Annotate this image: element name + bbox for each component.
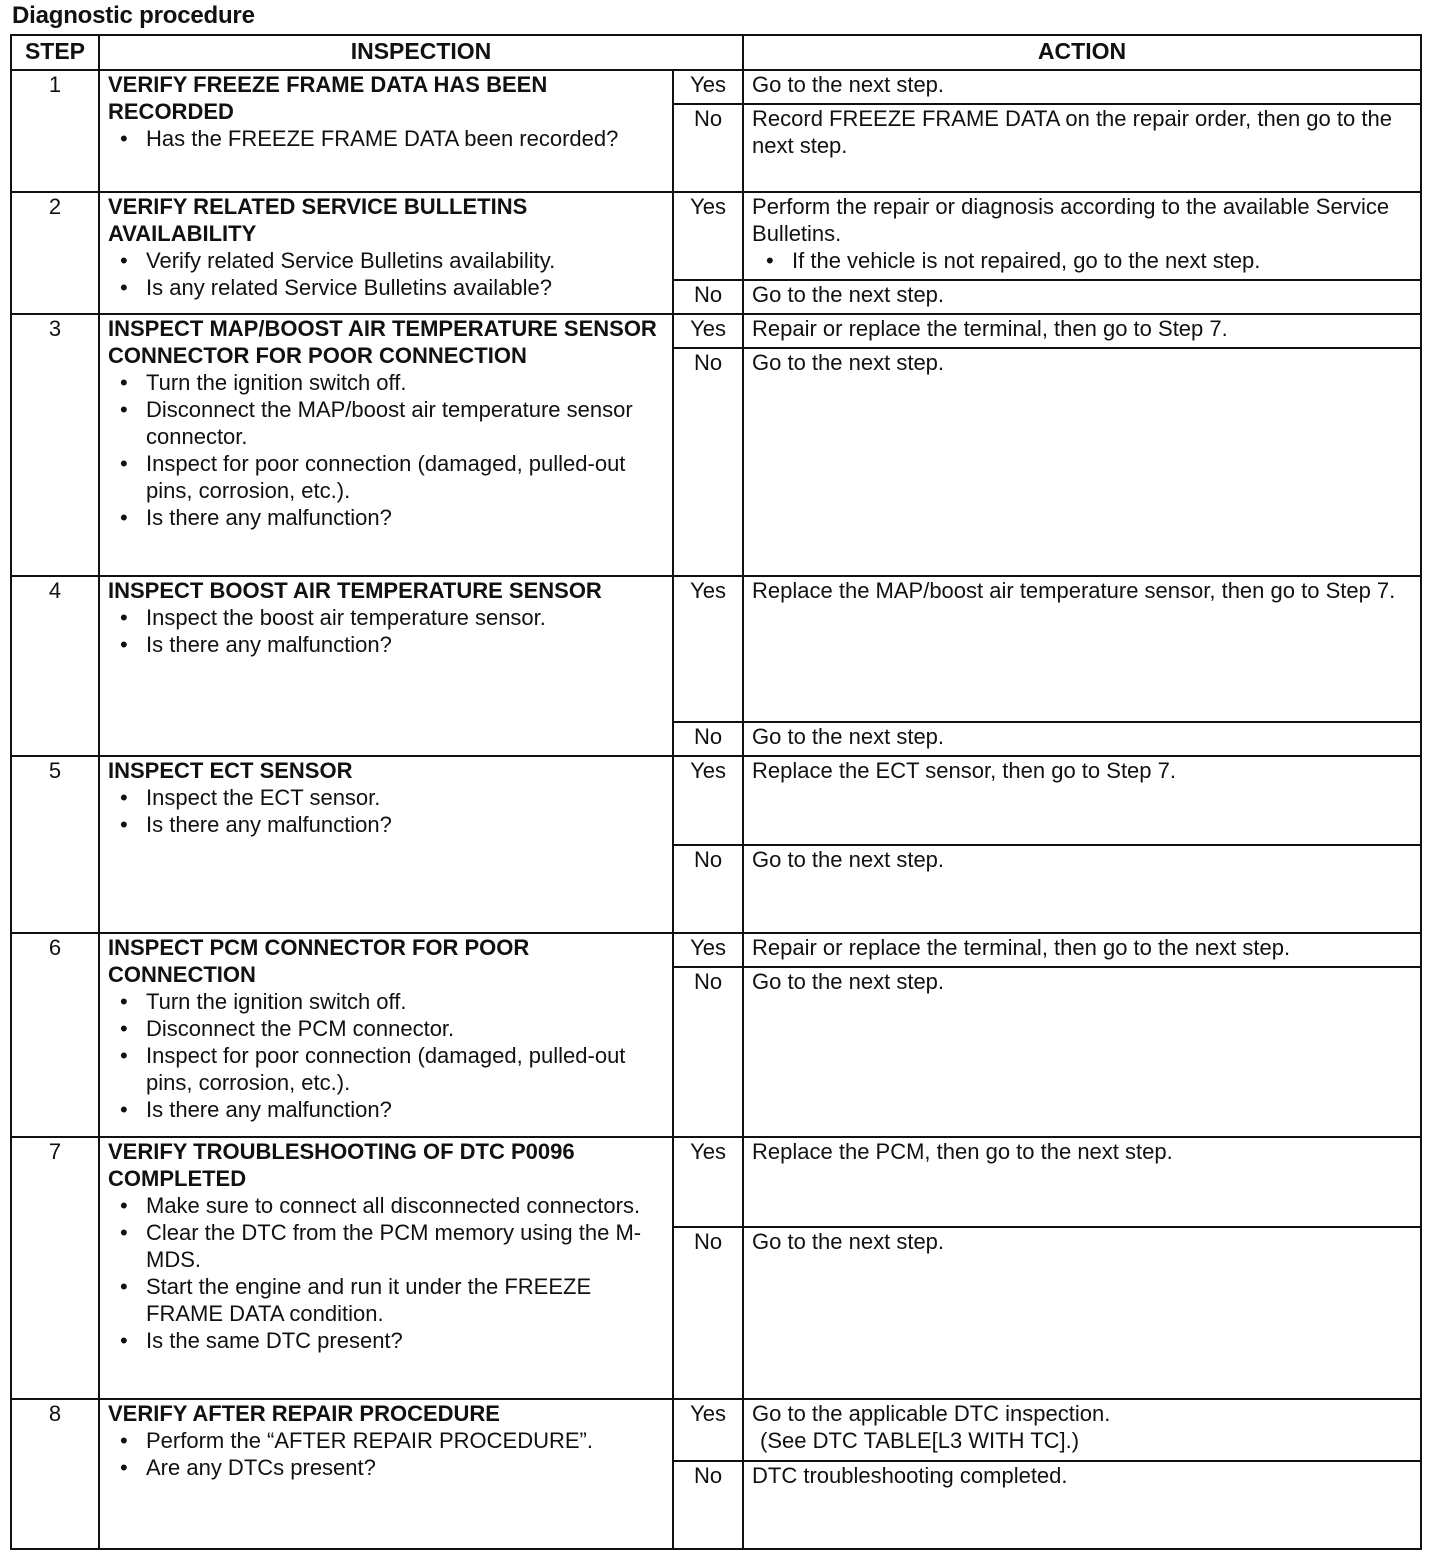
no-label: No (673, 1461, 743, 1549)
inspection-bullet-item: • Turn the ignition switch off. (146, 988, 664, 1015)
inspection-bullets (108, 988, 664, 1123)
yes-label: Yes (673, 933, 743, 967)
yes-action (743, 576, 1421, 722)
inspection-title: INSPECT PCM CONNECTOR FOR POOR CONNECTION (108, 935, 530, 987)
yes-label: Yes (673, 1137, 743, 1227)
inspection-bullet-item: • Inspect for poor connection (damaged, pulled-out pins, corrosion, etc.). (146, 1042, 664, 1096)
yes-action-text: Repair or replace the terminal, then go to Step 7. (752, 316, 1228, 341)
no-action: Go to the next step. (743, 348, 1421, 576)
step-number: 7 (11, 1137, 99, 1399)
no-action: Go to the next step. (743, 280, 1421, 314)
no-action: Go to the next step. (743, 845, 1421, 933)
inspection-title: VERIFY TROUBLESHOOTING OF DTC P0096 COMPLETED (108, 1139, 575, 1191)
yes-action (743, 70, 1421, 104)
yes-label: Yes (673, 1399, 743, 1461)
inspection-bullets (108, 125, 664, 152)
yes-action (743, 192, 1421, 280)
no-label: No (673, 845, 743, 933)
inspection-bullet-item: • Are any DTCs present? (146, 1454, 664, 1481)
action-header: ACTION (743, 35, 1421, 70)
no-label: No (673, 1227, 743, 1399)
inspection-bullet-item: • Disconnect the PCM connector. (146, 1015, 664, 1042)
inspection-title: VERIFY FREEZE FRAME DATA HAS BEEN RECORDED (108, 72, 548, 124)
inspection-bullet-item: • Make sure to connect all disconnected connectors. (146, 1192, 664, 1219)
inspection-title: VERIFY AFTER REPAIR PROCEDURE (108, 1401, 500, 1426)
inspection-bullet-item: • Perform the “AFTER REPAIR PROCEDURE”. (146, 1427, 664, 1454)
inspection-bullets (108, 247, 664, 301)
no-label: No (673, 722, 743, 756)
inspection-bullet-item: • Is there any malfunction? (146, 811, 664, 838)
no-action: Record FREEZE FRAME DATA on the repair order, then go to the next step. (743, 104, 1421, 192)
no-action: Go to the next step. (743, 967, 1421, 1137)
yes-label: Yes (673, 576, 743, 722)
inspection-bullet-item: • Verify related Service Bulletins availability. (146, 247, 664, 274)
yes-action-text: Replace the ECT sensor, then go to Step 7. (752, 758, 1176, 783)
inspection-bullet-item: • Inspect for poor connection (damaged, pulled-out pins, corrosion, etc.). (146, 450, 664, 504)
inspection-cell (99, 192, 673, 314)
table-row (11, 192, 1421, 280)
no-label: No (673, 280, 743, 314)
inspection-bullets (108, 1192, 664, 1354)
yes-action-text: Replace the MAP/boost air temperature sensor, then go to Step 7. (752, 578, 1396, 603)
diagnostic-procedure-table (10, 34, 1422, 1550)
yes-action (743, 1399, 1421, 1461)
step-number: 1 (11, 70, 99, 192)
inspection-cell (99, 756, 673, 933)
inspection-cell (99, 70, 673, 192)
inspection-bullet-item: • Disconnect the MAP/boost air temperature sensor connector. (146, 396, 664, 450)
table-row (11, 756, 1421, 845)
yes-action-text: Perform the repair or diagnosis according to the available Service Bulletins. (752, 194, 1390, 246)
inspection-bullet-item: • Is any related Service Bulletins available? (146, 274, 664, 301)
inspection-bullet-item: • Turn the ignition switch off. (146, 369, 664, 396)
inspection-bullet-item: • Is the same DTC present? (146, 1327, 664, 1354)
inspection-bullets (108, 604, 664, 658)
no-label: No (673, 348, 743, 576)
inspection-title: INSPECT BOOST AIR TEMPERATURE SENSOR (108, 578, 602, 603)
inspection-title: VERIFY RELATED SERVICE BULLETINS AVAILABILITY (108, 194, 528, 246)
page-title: Diagnostic procedure (12, 2, 255, 29)
step-number: 5 (11, 756, 99, 933)
step-number: 6 (11, 933, 99, 1137)
inspection-bullet-item: • Is there any malfunction? (146, 1096, 664, 1123)
step-number: 2 (11, 192, 99, 314)
yes-label: Yes (673, 70, 743, 104)
yes-label: Yes (673, 756, 743, 845)
inspection-title: INSPECT ECT SENSOR (108, 758, 353, 783)
inspection-cell (99, 1399, 673, 1549)
no-action: DTC troubleshooting completed. (743, 1461, 1421, 1549)
no-label: No (673, 967, 743, 1137)
step-header: STEP (11, 35, 99, 70)
inspection-bullet-item: • Is there any malfunction? (146, 631, 664, 658)
table-row (11, 1399, 1421, 1461)
yes-action-text: Repair or replace the terminal, then go to the next step. (752, 935, 1291, 960)
inspection-bullet-item: • Start the engine and run it under the FREEZE FRAME DATA condition. (146, 1273, 664, 1327)
table-row (11, 933, 1421, 967)
yes-action-text: Go to the applicable DTC inspection. (752, 1401, 1111, 1426)
header-row (11, 35, 1421, 70)
inspection-bullet-item: • Inspect the boost air temperature sensor. (146, 604, 664, 631)
yes-action (743, 1137, 1421, 1227)
yes-label: Yes (673, 314, 743, 348)
yes-action-text: Go to the next step. (752, 72, 945, 97)
inspection-bullets (108, 1427, 664, 1481)
yes-action-subitems (752, 247, 1412, 274)
yes-action-text: Replace the PCM, then go to the next step. (752, 1139, 1173, 1164)
table-row (11, 70, 1421, 104)
table-body (11, 70, 1421, 1549)
table-row (11, 1137, 1421, 1227)
table-row (11, 576, 1421, 722)
inspection-bullets (108, 784, 664, 838)
yes-action (743, 933, 1421, 967)
inspection-bullet-item: • Is there any malfunction? (146, 504, 664, 531)
no-action: Go to the next step. (743, 1227, 1421, 1399)
yes-action (743, 314, 1421, 348)
yes-action-reference: (See DTC TABLE[L3 WITH TC].) (760, 1428, 1080, 1453)
yes-label: Yes (673, 192, 743, 280)
yes-action (743, 756, 1421, 845)
inspection-bullet-item: • Clear the DTC from the PCM memory using the M-MDS. (146, 1219, 664, 1273)
inspection-bullet-item: • Has the FREEZE FRAME DATA been recorded? (146, 125, 664, 152)
step-number: 8 (11, 1399, 99, 1549)
inspection-header: INSPECTION (99, 35, 743, 70)
step-number: 4 (11, 576, 99, 756)
table-row (11, 314, 1421, 348)
inspection-cell (99, 1137, 673, 1399)
inspection-cell (99, 576, 673, 756)
yes-action-subitem: • If the vehicle is not repaired, go to the next step. (792, 247, 1412, 274)
step-number: 3 (11, 314, 99, 576)
no-label: No (673, 104, 743, 192)
inspection-bullet-item: • Inspect the ECT sensor. (146, 784, 664, 811)
inspection-cell (99, 314, 673, 576)
no-action: Go to the next step. (743, 722, 1421, 756)
inspection-title: INSPECT MAP/BOOST AIR TEMPERATURE SENSOR CONNECTOR FOR POOR CONNECTION (108, 316, 657, 368)
inspection-cell (99, 933, 673, 1137)
inspection-bullets (108, 369, 664, 531)
